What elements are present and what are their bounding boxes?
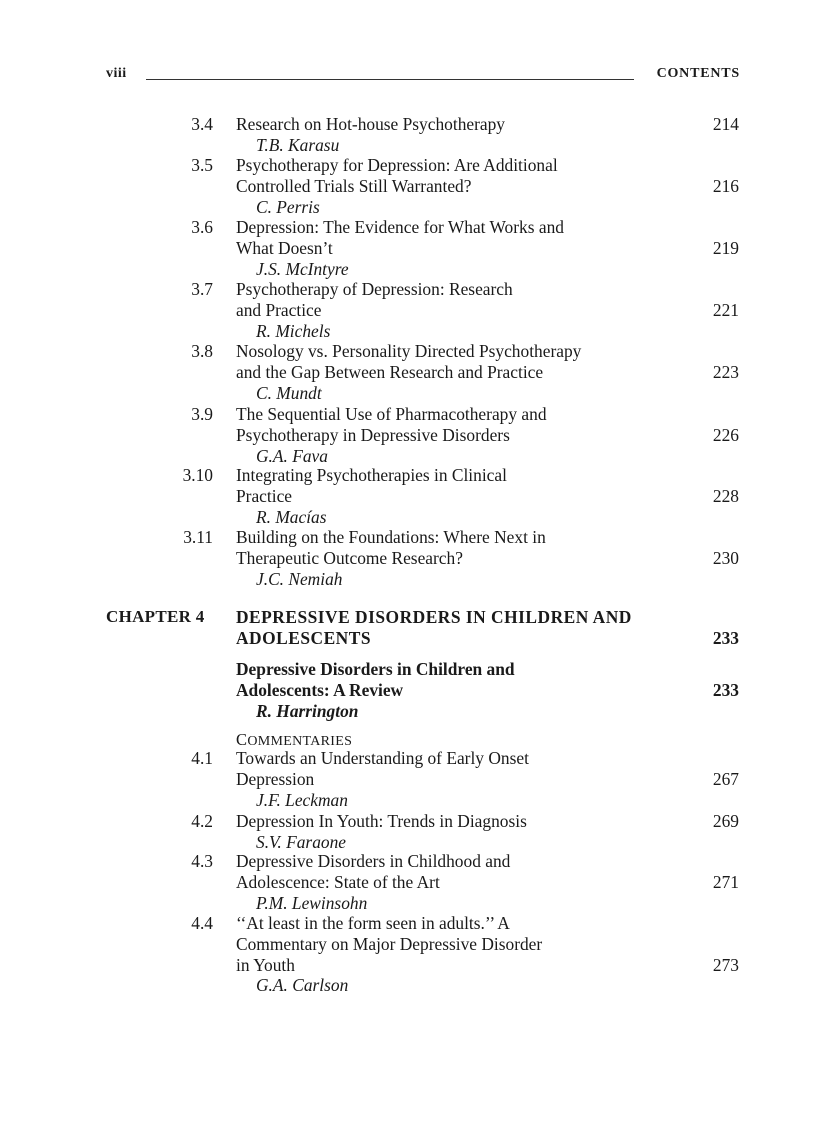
entry-page: 226 [712,424,739,445]
entry-title: Integrating Psychotherapies in Clinical Practice [236,465,507,506]
entry-title: Psychotherapy for Depression: Are Additional Controlled Trials Still Warranted? [236,155,558,196]
entry-author: C. Mundt [256,382,322,403]
entry-number: 3.11 [183,527,213,547]
entry-number: 3.8 [191,341,213,361]
entry-page: 271 [712,871,739,892]
entry-title: Nosology vs. Personality Directed Psychotherapy and the Gap Between Research and Practice [236,341,582,382]
entry-author: J.S. McIntyre [256,258,349,279]
entry-title: The Sequential Use of Pharmacotherapy and Psychotherapy in Depressive Disorders [236,404,547,445]
running-head: CONTENTS [656,66,740,81]
chapter-page: 233 [712,627,739,648]
entry-number: 3.7 [191,279,213,299]
entry-page: 228 [712,485,739,506]
entry-title: Depression: The Evidence for What Works and What Doesn’t [236,217,564,258]
entry-page: 221 [712,299,739,320]
entry-title: Psychotherapy of Depression: Research and Practice [236,279,513,320]
header-rule [146,79,634,80]
entry-page: 219 [712,237,739,258]
entry-page: 216 [712,175,739,196]
entry-page: 273 [712,954,739,975]
entry-author: G.A. Fava [256,445,328,466]
entry-number: 4.2 [191,811,213,831]
entry-author: R. Macías [256,506,327,527]
entry-page: 267 [712,768,739,789]
entry-author: T.B. Karasu [256,134,340,155]
entry-author: C. Perris [256,196,320,217]
entry-author: J.C. Nemiah [256,568,343,589]
entry-author: P.M. Lewinsohn [256,892,368,913]
entry-number: 4.4 [191,913,213,933]
entry-author: S.V. Faraone [256,831,347,852]
running-header [106,66,740,86]
entry-number: 3.5 [191,155,213,175]
entry-author: J.F. Leckman [256,789,348,810]
page-number: viii [106,66,127,81]
entry-title: Building on the Foundations: Where Next in Therapeutic Outcome Research? [236,527,546,568]
entry-title: Research on Hot-house Psychotherapy [236,114,506,134]
entry-page: 230 [712,547,739,568]
entry-title: Towards an Understanding of Early Onset Depression [236,748,529,789]
review-author: R. Harrington [256,700,359,721]
entry-number: 3.4 [191,114,213,134]
entry-page: 269 [712,811,739,831]
entry-number: 3.6 [191,217,213,237]
chapter-title: DEPRESSIVE DISORDERS IN CHILDREN AND ADOLESCENTS [236,607,632,648]
chapter-label: CHAPTER 4 [106,607,205,626]
entry-page: 223 [712,361,739,382]
entry-title: Depression In Youth: Trends in Diagnosis [236,811,527,831]
review-title: Depressive Disorders in Children and Adolescents: A Review [236,659,515,700]
entry-number: 4.3 [191,851,213,871]
entry-number: 3.10 [182,465,213,485]
review-page: 233 [712,679,739,700]
entry-title: ‘‘At least in the form seen in adults.’’ A Commentary on Major Depressive Disorder in Youth [236,913,543,975]
entry-page: 214 [712,114,739,134]
entry-author: R. Michels [256,320,331,341]
entry-number: 4.1 [191,748,213,768]
entry-number: 3.9 [191,404,213,424]
commentaries-label: COMMENTARIES [236,730,353,749]
entry-author: G.A. Carlson [256,975,349,996]
entry-title: Depressive Disorders in Childhood and Adolescence: State of the Art [236,851,511,892]
